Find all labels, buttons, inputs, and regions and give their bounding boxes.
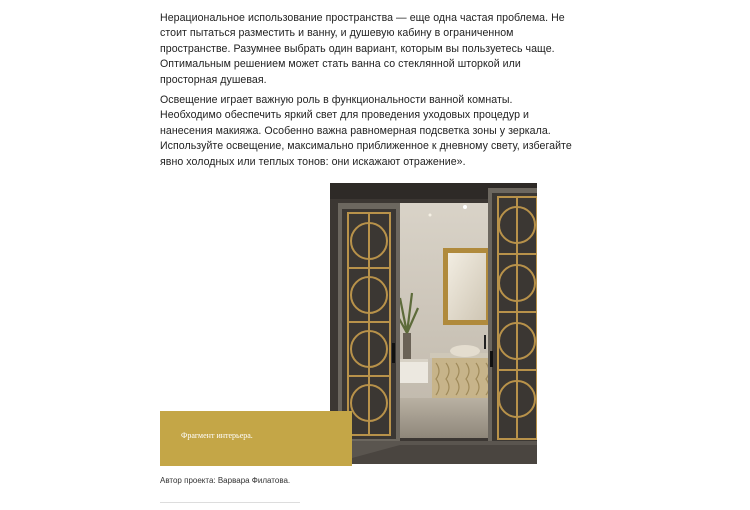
article-paragraph-2 [160,93,572,170]
paragraph-line: Освещение играет важную роль в функциональности ванной комнаты. [160,94,513,106]
paragraph-line: Необходимо обеспечить яркий свет для проведения уходовых процедур и [160,109,529,122]
photo-caption-box [160,411,352,466]
interior-photo [330,183,537,464]
paragraph-line: просторная душевая. [160,73,267,86]
photo-author-credit: Автор проекта: Варвара Филатова. [160,476,291,485]
section-divider [160,502,300,503]
paragraph-line: пространстве. Разумнее выбрать один вариант, которым вы пользуетесь чаще. [160,42,555,55]
paragraph-line: нанесения макияжа. Особенно важна равномерная подсветка зоны у зеркала. [160,124,551,137]
photo-caption: Фрагмент интерьера. [181,431,253,440]
paragraph-line: Нерациональное использование пространства — еще одна частая проблема. Не [160,12,565,24]
paragraph-line: явно холодных или теплых тонов: они искажают отражение». [160,155,466,168]
article-paragraph-1 [160,11,565,88]
paragraph-line: Используйте освещение, максимально приближенное к дневному свету, избегайте [160,140,572,153]
paragraph-line: стоит пытаться разместить и ванну, и душевую кабину в ограниченном [160,27,514,40]
paragraph-line: Оптимальным решением может стать ванна со стеклянной шторкой или [160,58,521,71]
